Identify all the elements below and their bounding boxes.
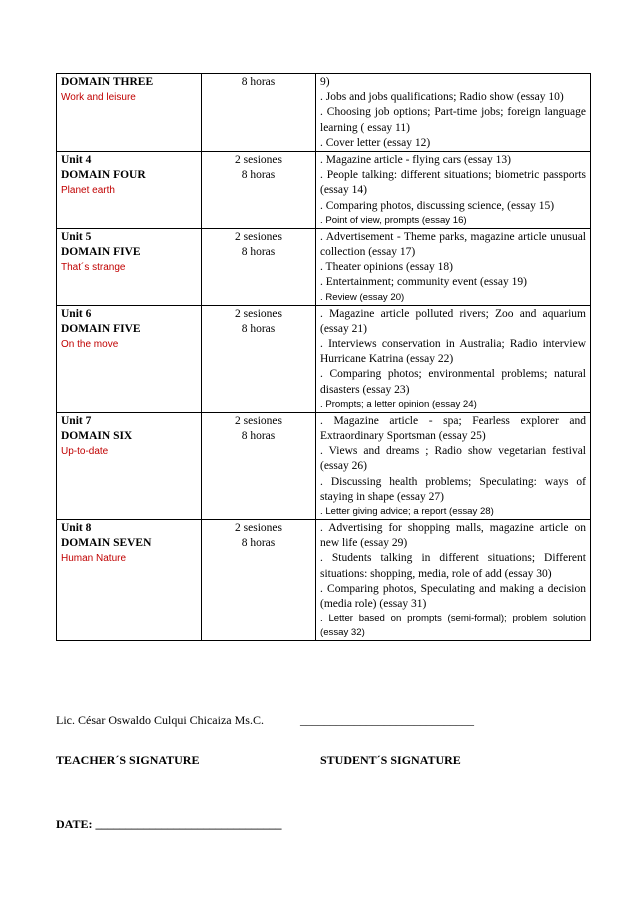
unit-label: Unit 7 <box>61 414 92 427</box>
theme-label: That´s strange <box>61 262 126 274</box>
activity-item: . Letter based on prompts (semi-formal); problem solution (essay 32) <box>320 613 586 639</box>
unit-label: Unit 6 <box>61 307 92 320</box>
activities-cell <box>316 412 591 519</box>
activities-cell <box>316 152 591 229</box>
time-cell <box>202 74 316 152</box>
time-value: 8 horas <box>241 246 276 259</box>
domain-label: DOMAIN FIVE <box>61 322 141 335</box>
activity-item: . Entertainment; community event (essay 19) <box>320 276 527 289</box>
activity-item: . Jobs and jobs qualifications; Radio show (essay 10) <box>320 91 564 104</box>
activity-item: . Cover letter (essay 12) <box>320 136 431 149</box>
activities-cell <box>316 228 591 305</box>
table-row <box>57 74 591 152</box>
theme-label: Work and leisure <box>61 92 136 104</box>
activity-item: . Students talking in different situations; Different situations: shopping, media, role of add (essay 30) <box>320 552 586 580</box>
activity-item: . Interviews conservation in Australia; Radio interview Hurricane Katrina (essay 22) <box>320 338 586 366</box>
activity-item: . Prompts; a letter opinion (essay 24) <box>320 398 477 410</box>
teacher-signature-label: TEACHER´S SIGNATURE <box>56 753 200 767</box>
theme-label: Planet earth <box>61 185 115 197</box>
table-row <box>57 412 591 519</box>
unit-cell <box>57 520 202 641</box>
teacher-name: Lic. César Oswaldo Culqui Chicaiza Ms.C. <box>56 713 264 727</box>
table-row <box>57 305 591 412</box>
syllabus-table <box>56 73 591 641</box>
activity-item: . Comparing photos, discussing science, (essay 15) <box>320 199 555 212</box>
time-value: 2 sesiones <box>235 307 282 320</box>
time-cell <box>202 152 316 229</box>
activity-item: . Theater opinions (essay 18) <box>320 261 453 274</box>
activity-item: . Choosing job options; Part-time jobs; foreign language learning ( essay 11) <box>320 106 586 134</box>
time-cell <box>202 228 316 305</box>
domain-label: DOMAIN FOUR <box>61 169 146 182</box>
unit-cell <box>57 74 202 152</box>
time-value: 2 sesiones <box>235 522 282 535</box>
time-cell <box>202 412 316 519</box>
time-value: 8 horas <box>241 430 276 443</box>
time-value: 8 horas <box>241 169 276 182</box>
activity-item: . Letter giving advice; a report (essay 28) <box>320 506 494 518</box>
activity-item: . Review (essay 20) <box>320 291 405 303</box>
time-value: 2 sesiones <box>235 230 282 243</box>
activity-item: . Views and dreams ; Radio show vegetarian festival (essay 26) <box>320 445 586 473</box>
domain-label: DOMAIN SEVEN <box>61 537 152 550</box>
activity-item: . Magazine article - flying cars (essay 13) <box>320 154 511 167</box>
activity-item: . People talking: different situations; biometric passports (essay 14) <box>320 169 586 197</box>
unit-label: Unit 8 <box>61 522 92 535</box>
table-row <box>57 520 591 641</box>
theme-label: Human Nature <box>61 553 127 565</box>
unit-cell <box>57 228 202 305</box>
time-cell <box>202 305 316 412</box>
activity-item: . Magazine article - spa; Fearless explorer and Extraordinary Sportsman (essay 25) <box>320 414 586 443</box>
time-value: 2 sesiones <box>235 154 282 167</box>
unit-cell <box>57 152 202 229</box>
activities-cell <box>316 520 591 641</box>
activity-item: 9) <box>320 76 330 88</box>
activities-cell <box>316 74 591 152</box>
activities-cell <box>316 305 591 412</box>
activity-item: . Comparing photos, Speculating and making a decision (media role) (essay 31) <box>320 582 586 611</box>
activity-item: . Advertisement - Theme parks, magazine article unusual collection (essay 17) <box>320 230 586 259</box>
time-value: 8 horas <box>241 322 276 335</box>
time-value: 8 horas <box>241 76 276 88</box>
student-signature-line: _____________________________ <box>300 713 474 727</box>
unit-label: Unit 4 <box>61 154 92 167</box>
table-row <box>57 152 591 229</box>
domain-label: DOMAIN THREE <box>61 76 154 88</box>
time-value: 2 sesiones <box>235 414 282 427</box>
time-value: 8 horas <box>241 537 276 550</box>
unit-cell <box>57 412 202 519</box>
domain-label: DOMAIN FIVE <box>61 246 141 259</box>
activity-item: . Point of view, prompts (essay 16) <box>320 214 467 226</box>
student-signature-label: STUDENT´S SIGNATURE <box>320 753 461 767</box>
activity-item: . Discussing health problems; Speculating: ways of staying in shape (essay 27) <box>320 475 586 503</box>
domain-label: DOMAIN SIX <box>61 430 133 443</box>
activity-item: . Comparing photos; environmental problems; natural disasters (essay 23) <box>320 368 586 396</box>
unit-label: Unit 5 <box>61 230 92 243</box>
table-row <box>57 228 591 305</box>
activity-item: . Magazine article polluted rivers; Zoo and aquarium (essay 21) <box>320 307 586 335</box>
time-cell <box>202 520 316 641</box>
theme-label: Up-to-date <box>61 446 109 458</box>
date-line: DATE: _______________________________ <box>56 817 282 831</box>
activity-item: . Advertising for shopping malls, magazine article on new life (essay 29) <box>320 522 586 550</box>
theme-label: On the move <box>61 339 119 351</box>
unit-cell <box>57 305 202 412</box>
